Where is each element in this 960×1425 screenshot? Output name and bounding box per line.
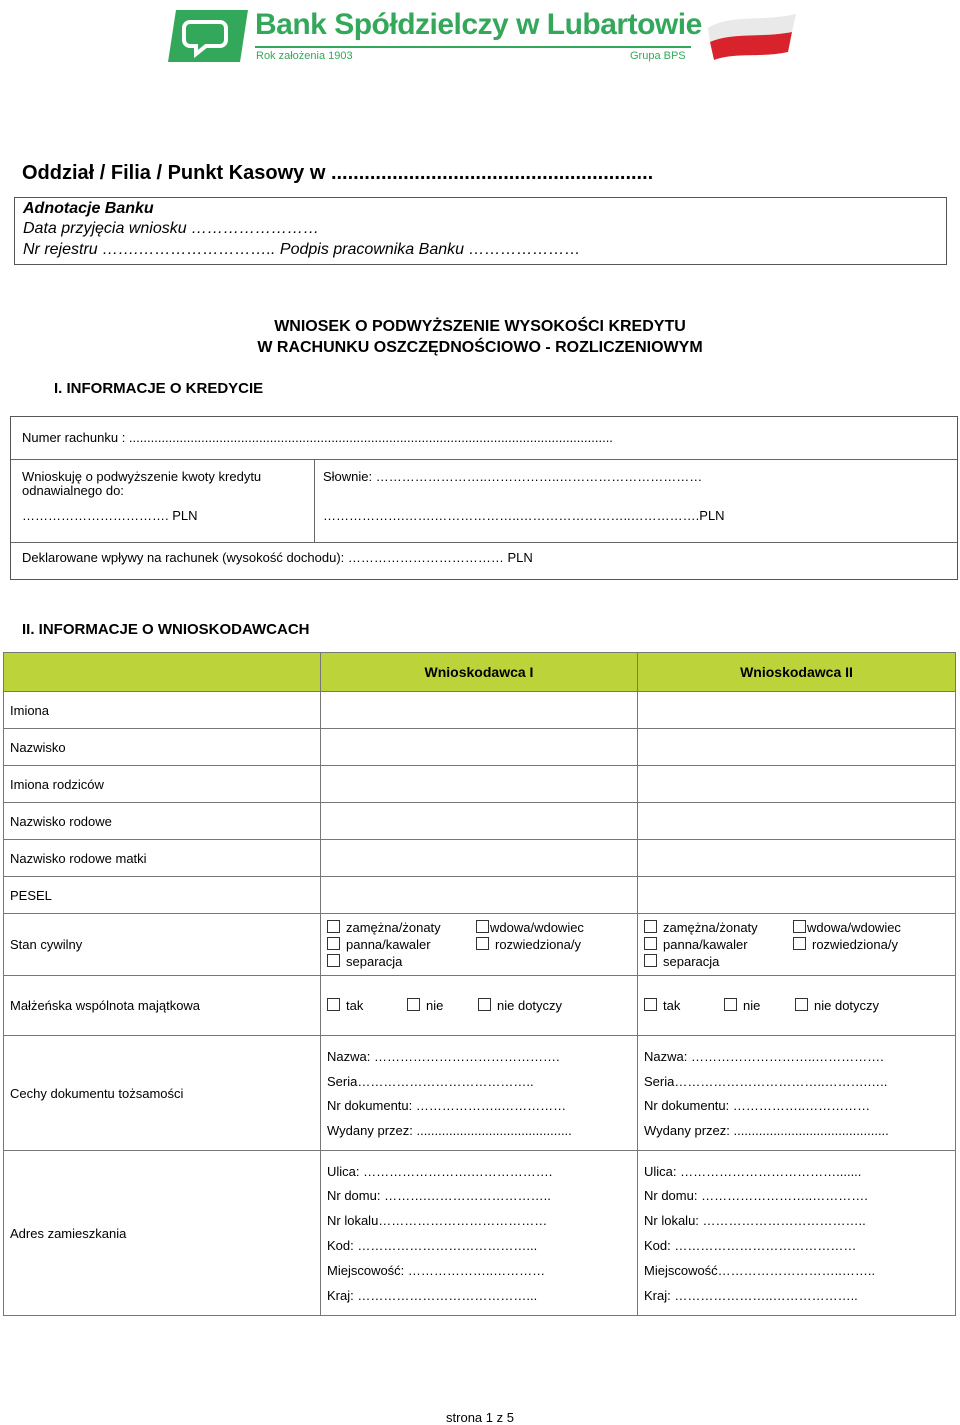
- checkbox[interactable]: [644, 937, 657, 950]
- option-label: wdowa/wdowiec: [807, 919, 901, 935]
- applicant1-postcode-field[interactable]: Kod: …………………………………...: [327, 1238, 538, 1253]
- applicant2-nazwisko-rodowe-field[interactable]: [638, 803, 956, 840]
- row-label-pesel: PESEL: [4, 877, 321, 914]
- applicant2-address-cell: [638, 1151, 956, 1316]
- divider: [11, 459, 957, 460]
- applicant2-single-option[interactable]: [644, 937, 748, 952]
- applicant1-marital-cell: [321, 914, 638, 976]
- annotations-title: Adnotacje Banku: [23, 200, 154, 217]
- applicant1-doc-issuer-field[interactable]: Wydany przez: ...........................................: [327, 1122, 572, 1138]
- row-label-nazwisko-rodowe: Nazwisko rodowe: [4, 803, 321, 840]
- checkbox[interactable]: [476, 937, 489, 950]
- checkbox[interactable]: [478, 998, 491, 1011]
- option-label: panna/kawaler: [346, 936, 431, 952]
- applicant1-document-cell: [321, 1036, 638, 1151]
- bank-name: Bank Spółdzielczy w Lubartowie: [255, 8, 702, 41]
- applicant2-postcode-field[interactable]: Kod: ……………………………………: [644, 1238, 857, 1253]
- table-row: [4, 877, 956, 914]
- form-title-line1: WNIOSEK O PODWYŻSZENIE WYSOKOŚCI KREDYTU: [274, 318, 686, 335]
- applicant1-header: Wnioskodawca I: [321, 653, 638, 692]
- applicant1-house-field[interactable]: Nr domu: ……….………………………..: [327, 1188, 551, 1204]
- option-label: separacja: [663, 953, 720, 969]
- applicant2-marital-cell: [638, 914, 956, 976]
- checkbox[interactable]: [644, 954, 657, 967]
- section2-heading: II. INFORMACJE O WNIOSKODAWCACH: [22, 621, 310, 638]
- applicant1-property-yes[interactable]: [327, 998, 363, 1013]
- credit-info-box: [10, 416, 958, 580]
- applicant2-country-field[interactable]: Kraj: …………………..………………..: [644, 1287, 858, 1303]
- applicant1-married-option[interactable]: [327, 920, 441, 935]
- option-label: panna/kawaler: [663, 936, 748, 952]
- applicant1-nazwisko-field[interactable]: [321, 729, 638, 766]
- applicant1-street-field[interactable]: Ulica: …………………….……………….: [327, 1163, 553, 1179]
- applicant1-separation-option[interactable]: [327, 954, 402, 969]
- applicant2-property-na[interactable]: [795, 998, 879, 1013]
- applicant2-property-no[interactable]: [724, 998, 760, 1013]
- applicant1-nazwisko-matki-field[interactable]: [321, 840, 638, 877]
- applicant1-flat-field[interactable]: Nr lokalu…………………………………: [327, 1213, 548, 1229]
- row-label-stan-cywilny: Stan cywilny: [4, 914, 321, 976]
- option-label: zamężna/żonaty: [346, 919, 441, 935]
- applicant1-address-cell: [321, 1151, 638, 1316]
- checkbox[interactable]: [795, 998, 808, 1011]
- table-row: [4, 729, 956, 766]
- logo-rule: [255, 46, 691, 48]
- applicant1-property-cell: [321, 976, 638, 1036]
- header-blank-cell: [4, 653, 321, 692]
- divider: [314, 459, 315, 542]
- checkbox[interactable]: [327, 920, 340, 933]
- bank-founded: Rok założenia 1903: [256, 50, 353, 62]
- applicant2-doc-name-field[interactable]: Nazwa: ………………………..…………….: [644, 1049, 884, 1064]
- table-header-row: [4, 653, 956, 692]
- applicant1-doc-series-field[interactable]: Seria…………………………………..: [327, 1073, 534, 1089]
- applicant1-imiona-rodzicow-field[interactable]: [321, 766, 638, 803]
- option-label: nie dotyczy: [497, 997, 563, 1013]
- section1-heading: I. INFORMACJE O KREDYCIE: [54, 380, 264, 397]
- option-label: nie dotyczy: [814, 997, 880, 1013]
- applicant2-flat-field[interactable]: Nr lokalu: ………………………………..: [644, 1213, 866, 1229]
- table-row: [4, 1151, 956, 1316]
- applicant1-widow-option[interactable]: [476, 920, 584, 935]
- applicant2-separation-option[interactable]: [644, 954, 719, 969]
- applicant2-street-field[interactable]: Ulica: ……………………………….......: [644, 1163, 862, 1179]
- option-label: tak: [346, 997, 364, 1013]
- checkbox[interactable]: [327, 937, 340, 950]
- applicant2-doc-issuer-field[interactable]: Wydany przez: ...........................................: [644, 1122, 889, 1138]
- option-label: wdowa/wdowiec: [490, 919, 584, 935]
- register-signature-field[interactable]: Nr rejestru …….…………………….. Podpis pracownika Banku …………………: [23, 241, 581, 258]
- applicants-table: [3, 652, 956, 1316]
- applicant2-widow-option[interactable]: [793, 920, 901, 935]
- applicant2-doc-series-field[interactable]: Seria……………………………..……….…..: [644, 1073, 888, 1089]
- checkbox[interactable]: [644, 920, 657, 933]
- checkbox[interactable]: [724, 998, 737, 1011]
- bank-annotations-box: [14, 197, 947, 265]
- applicant1-divorced-option[interactable]: [476, 937, 581, 952]
- row-label-nazwisko: Nazwisko: [4, 729, 321, 766]
- applicant2-nazwisko-matki-field[interactable]: [638, 840, 956, 877]
- applicant2-city-field[interactable]: Miejscowość………………………..……..: [644, 1262, 876, 1278]
- branch-line: Oddział / Filia / Punkt Kasowy w ..........................................................: [22, 162, 654, 184]
- request-label-2: odnawialnego do:: [22, 483, 124, 498]
- option-label: rozwiedziona/y: [812, 936, 898, 952]
- applicant2-pesel-field[interactable]: [638, 877, 956, 914]
- date-received-field[interactable]: Data przyjęcia wniosku ……………………: [23, 220, 320, 237]
- amount-words-label[interactable]: Słownie: ……………………..……………..……………………………: [323, 469, 703, 484]
- applicant1-doc-number-field[interactable]: Nr dokumentu: ………………..……………: [327, 1098, 567, 1113]
- applicant2-doc-number-field[interactable]: Nr dokumentu: ……………..……………: [644, 1098, 871, 1113]
- checkbox[interactable]: [407, 998, 420, 1011]
- table-row: [4, 803, 956, 840]
- applicant2-property-yes[interactable]: [644, 998, 680, 1013]
- row-label-wspolnota: Małżeńska wspólnota majątkowa: [4, 976, 321, 1036]
- checkbox[interactable]: [476, 920, 489, 933]
- applicant2-married-option[interactable]: [644, 920, 758, 935]
- applicant1-city-field[interactable]: Miejscowość: ………………..…………: [327, 1262, 546, 1278]
- applicant2-imiona-rodzicow-field[interactable]: [638, 766, 956, 803]
- account-number-field[interactable]: Numer rachunku : ......................................................................................................................................: [22, 430, 613, 445]
- checkbox[interactable]: [327, 998, 340, 1011]
- applicant1-property-no[interactable]: [407, 998, 443, 1013]
- row-label-nazwisko-rodowe-matki: Nazwisko rodowe matki: [4, 840, 321, 877]
- request-label: Wnioskuję o podwyższenie kwoty kredytu: [22, 469, 262, 484]
- form-title-line2: W RACHUNKU OSZCZĘDNOŚCIOWO - ROZLICZENIOWYM: [257, 339, 703, 356]
- applicant2-header: Wnioskodawca II: [638, 653, 956, 692]
- applicant2-imiona-field[interactable]: [638, 692, 956, 729]
- applicant1-single-option[interactable]: [327, 937, 431, 952]
- applicant2-property-cell: [638, 976, 956, 1036]
- amount-words-field[interactable]: ……………….…….………………..……………………..…………….PLN: [323, 508, 725, 523]
- row-label-dokument: Cechy dokumentu tożsamości: [4, 1036, 321, 1151]
- row-label-adres: Adres zamieszkania: [4, 1151, 321, 1316]
- bank-group: Grupa BPS: [630, 50, 686, 62]
- option-label: separacja: [346, 953, 403, 969]
- row-label-imiona-rodzicow: Imiona rodziców: [4, 766, 321, 803]
- table-row: [4, 692, 956, 729]
- page-number: strona 1 z 5: [446, 1410, 514, 1425]
- option-label: nie: [743, 997, 761, 1013]
- divider: [11, 542, 957, 543]
- option-label: rozwiedziona/y: [495, 936, 581, 952]
- option-label: nie: [426, 997, 444, 1013]
- option-label: zamężna/żonaty: [663, 919, 758, 935]
- applicant1-property-na[interactable]: [478, 998, 562, 1013]
- applicant2-house-field[interactable]: Nr domu: ……………………..………….: [644, 1188, 868, 1204]
- applicant1-nazwisko-rodowe-field[interactable]: [321, 803, 638, 840]
- applicant1-country-field[interactable]: Kraj: …………………………………...: [327, 1287, 538, 1303]
- applicant1-pesel-field[interactable]: [321, 877, 638, 914]
- applicant2-nazwisko-field[interactable]: [638, 729, 956, 766]
- table-row: [4, 766, 956, 803]
- checkbox[interactable]: [644, 998, 657, 1011]
- table-row: [4, 914, 956, 976]
- bank-logo-icon: [168, 8, 248, 64]
- amount-field[interactable]: ……………………………. PLN: [22, 508, 198, 523]
- checkbox[interactable]: [327, 954, 340, 967]
- applicant2-document-cell: [638, 1036, 956, 1151]
- applicant1-imiona-field[interactable]: [321, 692, 638, 729]
- applicant2-divorced-option[interactable]: [793, 937, 898, 952]
- row-label-imiona: Imiona: [4, 692, 321, 729]
- applicant1-doc-name-field[interactable]: Nazwa: …………………………………….: [327, 1049, 560, 1064]
- table-row: [4, 840, 956, 877]
- checkbox[interactable]: [793, 937, 806, 950]
- option-label: tak: [663, 997, 681, 1013]
- table-row: [4, 1036, 956, 1151]
- polish-flag-icon: [700, 8, 800, 64]
- income-field[interactable]: Deklarowane wpływy na rachunek (wysokość dochodu): ……………………………… PLN: [22, 550, 533, 565]
- table-row: [4, 976, 956, 1036]
- checkbox[interactable]: [793, 920, 806, 933]
